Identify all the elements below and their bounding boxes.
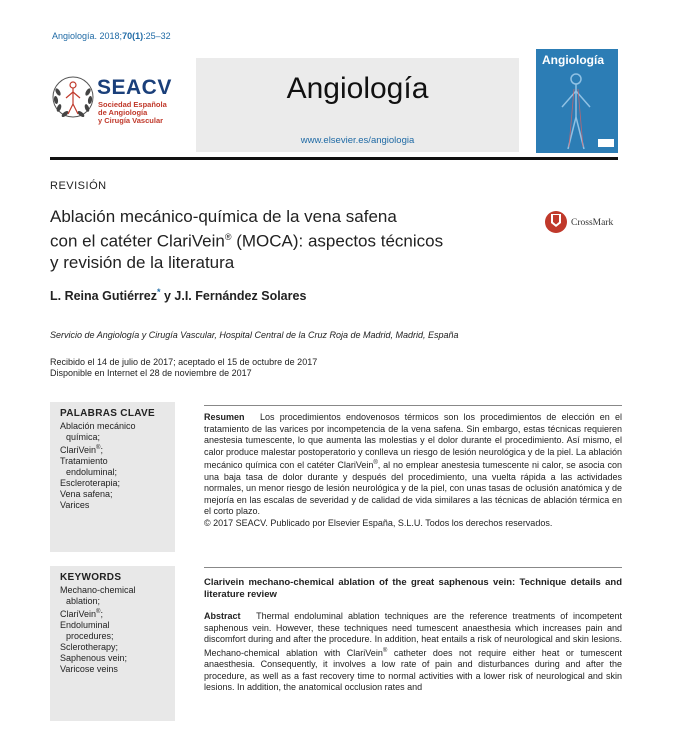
keyword-item: química;	[66, 432, 101, 442]
keyword-item: Vena safena;	[60, 489, 113, 499]
keyword-item: Sclerotherapy;	[60, 642, 119, 652]
keyword-item: Saphenous vein;	[60, 653, 128, 663]
laurel-wreath-icon	[50, 74, 96, 120]
crossmark-button[interactable]	[544, 209, 624, 237]
logo-line-2: de Angiología	[98, 108, 148, 117]
journal-masthead	[196, 58, 519, 152]
crossmark-label: CrossMark	[571, 218, 614, 228]
corresponding-author-marker[interactable]: *	[156, 287, 161, 297]
keyword-item: Varicose veins	[60, 664, 118, 674]
keyword-item: endoluminal;	[66, 467, 118, 477]
keyword-separator: ;	[100, 609, 103, 619]
author-affiliation: Servicio de Angiología y Cirugía Vascular, Hospital Central de la Cruz Roja de Madrid, Madrid, España	[50, 330, 459, 340]
keyword-item: Varices	[60, 500, 90, 510]
title-line-2b: (MOCA): aspectos técnicos	[231, 231, 444, 251]
keywords-en-heading: KEYWORDS	[60, 572, 122, 583]
author-list	[50, 287, 306, 303]
abstract-es-label: Resumen	[204, 412, 245, 422]
citation-volume: 70	[122, 31, 133, 41]
abstract-en-title: Clarivein mechano-chemical ablation of the great saphenous vein: Technique details and literature review	[204, 577, 622, 600]
article-title	[50, 206, 530, 273]
author-1[interactable]: L. Reina Gutiérrez	[50, 289, 157, 304]
cover-title: Angiología	[542, 53, 604, 67]
keywords-es-box	[50, 402, 175, 552]
received-accepted-date: Recibido el 14 de julio de 2017; aceptado el 15 de octubre de 2017	[50, 357, 318, 367]
abstract-en-label: Abstract	[204, 611, 241, 621]
keyword-item: Endoluminal	[60, 620, 110, 630]
abstract-en	[204, 567, 622, 694]
citation-issue: (1)	[132, 31, 144, 41]
registered-mark: ®	[96, 445, 101, 451]
registered-mark: ®	[382, 647, 388, 654]
keyword-item: procedures;	[66, 631, 114, 641]
abstract-es-text-1: Los procedimientos endovenosos térmicos son los procedimientos de elección en el tratamiento de las varices por incompetencia de la vena safena. Sin embargo, estas técnicas requieren anestesia tumescente, lo que aumenta las molestias y el dolor durante el procedimiento. Así mismo, el calor produce malestar postoperatorio y conlleva un riesgo de lesión neurológica y de la piel. La ablación mecánico química con el catéter ClariVein	[204, 412, 622, 470]
abstract-en-text-2: catheter does not require either heat or tumescent anaesthesia. Consequently, it involves a low rate of pain and disturbances during and after the procedure, as well as a fast recovery time to normal activities with a lower risk of neurological and skin lesions. In addition, the anatomical occlusion rates and	[204, 647, 622, 692]
keyword-item: ClariVein	[60, 445, 97, 455]
header-divider	[50, 157, 618, 160]
title-line-1: Ablación mecánico-química de la vena safena	[50, 207, 397, 226]
keyword-item: Mechano-chemical	[60, 585, 136, 595]
journal-url-link[interactable]: www.elsevier.es/angiologia	[300, 135, 415, 146]
logo-line-1: Sociedad Española	[98, 100, 167, 109]
logo-line-3: y Cirugía Vascular	[98, 116, 164, 125]
copyright-notice: © 2017 SEACV. Publicado por Elsevier España, S.L.U. Todos los derechos reservados.	[204, 517, 553, 528]
abstract-es	[204, 405, 622, 529]
citation-prefix: Angiología. 2018;	[52, 31, 123, 41]
crossmark-icon	[544, 209, 568, 235]
anatomy-figure-icon	[536, 49, 618, 153]
title-line-2a: con el catéter ClariVein	[50, 231, 225, 251]
journal-title: Angiología	[286, 72, 429, 105]
seacv-logo	[50, 74, 178, 136]
abstract-es-text-2: , al no emplear anestesia tumescente ni calor, se asocia con una baja tasa de dolor durante y después del procedimiento, una vuelta rápida a las actividades normales, un menor riesgo de lesión neurológica y de la piel, con unas tasas de oclusión anatómica y de mejoría en las escalas de severidad y de calidad de vida similares a las técnicas de ablación térmica en el corto plazo.	[204, 460, 622, 516]
registered-mark: ®	[96, 609, 101, 615]
abstract-en-text-1: Thermal endoluminal ablation techniques are the reference treatments of incompetent saphenous vein. However, these techniques need tumescent anaesthesia which increases pain and discomfort during and after the procedure. In addition, heat entails a risk of neurological and skin lesions. Mechano-chemical ablation with ClariVein	[204, 611, 622, 658]
online-date: Disponible en Internet el 28 de noviembre de 2017	[50, 368, 252, 378]
keyword-item: ablation;	[66, 596, 101, 606]
journal-cover-image[interactable]	[536, 49, 618, 153]
citation-pages: :25–32	[143, 31, 171, 41]
article-dates	[50, 357, 317, 379]
article-section-label: REVISIÓN	[50, 180, 107, 192]
keywords-en-box	[50, 566, 175, 721]
keyword-item: Ablación mecánico	[60, 421, 136, 431]
keyword-item: ClariVein	[60, 609, 97, 619]
journal-citation[interactable]	[52, 31, 171, 41]
keyword-separator: ;	[100, 445, 103, 455]
author-2[interactable]: J.I. Fernández Solares	[174, 289, 307, 304]
title-line-3: y revisión de la literatura	[50, 252, 235, 272]
registered-mark: ®	[224, 232, 232, 242]
keyword-item: Escleroterapia;	[60, 478, 121, 488]
registered-mark: ®	[373, 460, 378, 466]
logo-name: SEACV	[97, 76, 172, 99]
keyword-item: Tratamiento	[60, 456, 108, 466]
keywords-es-heading: PALABRAS CLAVE	[60, 408, 155, 419]
author-separator: y	[160, 289, 175, 304]
